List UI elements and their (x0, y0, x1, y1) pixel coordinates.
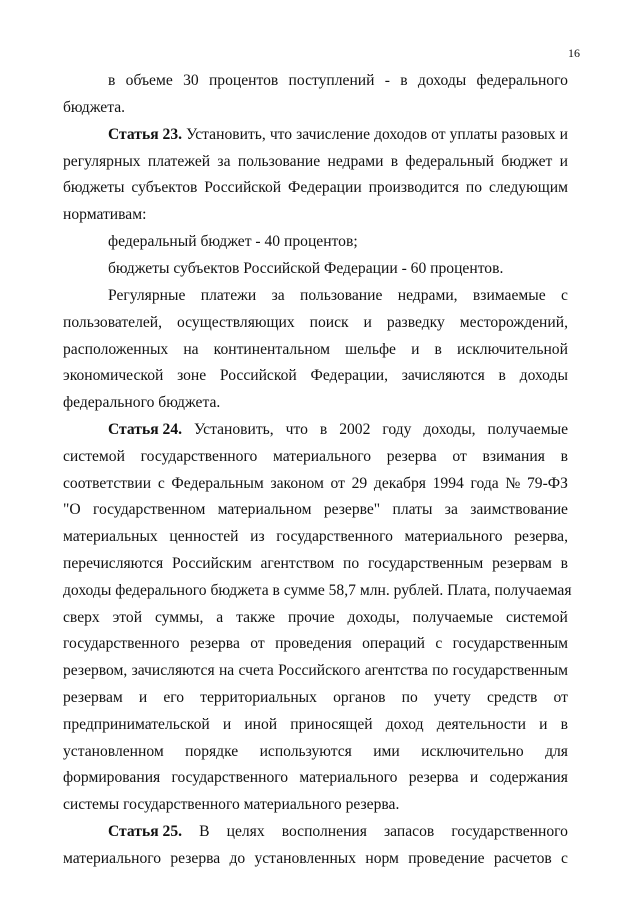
text-word: Статья 23. (108, 126, 183, 143)
text-line (63, 608, 568, 628)
text-word: осуществляющих (177, 314, 295, 331)
text-word: объеме (125, 72, 173, 89)
text-word: ими (373, 743, 400, 760)
text-word: федерального (476, 72, 568, 89)
text-word: проведения (275, 635, 352, 652)
text-word: и (363, 314, 372, 331)
text-word: соответствии (63, 475, 152, 492)
text-line (108, 232, 600, 252)
text-line (63, 366, 568, 386)
text-word: зачисляются (401, 367, 485, 384)
text-word: за (444, 501, 458, 518)
text-word: государственным (452, 662, 568, 679)
text-word: по (401, 689, 418, 706)
text-word: до (229, 850, 246, 867)
text-word: федеральный бюджет - 40 процентов; (108, 233, 358, 250)
text-word: за (217, 153, 231, 170)
text-word: законом (270, 475, 324, 492)
text-word: в (560, 448, 568, 465)
text-word: на (183, 341, 199, 358)
text-word: доход (385, 716, 424, 733)
text-word: с (435, 635, 443, 652)
text-word: и (559, 153, 568, 170)
text-word: территориальных (200, 689, 317, 706)
text-word: зачисляются (131, 662, 215, 679)
text-word: суммы, (154, 609, 204, 626)
text-word: целях (226, 823, 265, 840)
text-line (63, 313, 568, 333)
text-word: проведение (408, 850, 485, 867)
text-word: в (434, 341, 442, 358)
text-line (63, 152, 568, 172)
text-word: органов (333, 689, 386, 706)
text-word: с (561, 850, 568, 867)
text-word: заимствование (470, 501, 568, 518)
text-word: средств (486, 689, 538, 706)
text-word: 79-ФЗ (526, 475, 568, 492)
text-word: операций (362, 635, 425, 652)
text-line (108, 259, 600, 279)
text-word: нормативам: (63, 206, 147, 223)
text-word: пользование (300, 287, 383, 304)
text-word: № (505, 475, 521, 492)
text-line (63, 447, 568, 467)
text-word: месторождений, (459, 314, 568, 331)
text-word: от (431, 126, 446, 143)
text-word: Статья 25. (108, 823, 183, 840)
text-word: - (384, 72, 390, 89)
text-word: шельфе (345, 341, 396, 358)
text-word: 30 (183, 72, 199, 89)
text-line (63, 393, 600, 413)
text-line (63, 715, 568, 735)
text-word: агентства (364, 662, 428, 679)
text-word: государственного (63, 635, 180, 652)
text-line (63, 742, 568, 762)
text-line (63, 554, 568, 574)
text-line (63, 688, 568, 708)
text-line (63, 768, 568, 788)
text-word: Регулярные (108, 287, 186, 304)
text-word: в (108, 72, 116, 89)
text-word: платы (392, 501, 433, 518)
text-word: формирования (63, 769, 161, 786)
text-word: на (218, 662, 235, 679)
text-word: Российского (278, 662, 361, 679)
text-word: сверх (63, 609, 100, 626)
text-word: установленном (63, 743, 164, 760)
text-word: расположенных (63, 341, 169, 358)
text-word: федеральный (405, 153, 494, 170)
text-word: его (163, 689, 185, 706)
text-word: резервам (492, 555, 552, 572)
text-word: и (469, 769, 479, 786)
text-word: этой (112, 609, 143, 626)
text-word: системой (63, 448, 125, 465)
text-word: содержания (489, 769, 568, 786)
text-word: процентов (208, 72, 279, 89)
text-word: от (250, 635, 265, 652)
text-line (63, 527, 568, 547)
text-word: деятельности (436, 716, 526, 733)
text-word: разовых (501, 126, 556, 143)
text-word: государственного (140, 448, 258, 465)
text-word: агентством (260, 555, 335, 572)
text-line (63, 661, 568, 681)
text-word: недрами, (397, 287, 458, 304)
text-word: недрами (327, 153, 384, 170)
text-word: уплаты (449, 126, 498, 143)
text-word: федерального бюджета. (63, 394, 221, 411)
text-word: материальных (63, 528, 158, 545)
text-word: с (157, 475, 165, 492)
text-word: резерва (190, 635, 240, 652)
text-word: материального (299, 769, 398, 786)
text-word: Российской (204, 179, 282, 196)
text-word: государственным (367, 555, 484, 572)
text-word: материального (272, 448, 372, 465)
text-word: Установить, (186, 126, 266, 143)
text-word: континентальном (213, 341, 331, 358)
text-word: иной (244, 716, 278, 733)
text-word: и (138, 689, 148, 706)
text-line (63, 634, 568, 654)
text-word: в (390, 153, 399, 170)
text-word: резервам (63, 689, 123, 706)
text-word: поступлений (288, 72, 375, 89)
text-word: от (553, 689, 568, 706)
text-word: перечисляются (63, 555, 164, 572)
text-word: 29 (351, 475, 368, 492)
text-word: 1994 (432, 475, 464, 492)
text-word: бюджеты (63, 179, 125, 196)
text-word: для (545, 743, 568, 760)
text-word: по (343, 555, 360, 572)
text-line (63, 340, 568, 360)
text-word: Федерации, (310, 367, 389, 384)
text-word: прочие (287, 609, 335, 626)
text-line (63, 849, 568, 869)
text-word: доходы федерального бюджета в сумме 58,7 млн. рублей. Плата, получаемая (63, 582, 572, 599)
text-word: взимания (482, 448, 545, 465)
text-word: зачисление (296, 126, 371, 143)
text-word: исключительной (456, 341, 568, 358)
text-word: производится (368, 179, 460, 196)
text-word: "О (63, 501, 81, 518)
text-word: исключительно (421, 743, 524, 760)
text-word: также (236, 609, 276, 626)
text-word: и (411, 341, 420, 358)
text-word: из (250, 528, 265, 545)
text-word: платежи (200, 287, 257, 304)
text-line (63, 581, 600, 601)
text-word: регулярных (63, 153, 141, 170)
page-number: 16 (568, 46, 580, 60)
text-word: экономической (63, 367, 164, 384)
text-word: что (285, 421, 308, 438)
text-word: бюджет (501, 153, 553, 170)
text-word: приносящей (290, 716, 373, 733)
text-word: резерва, (514, 528, 568, 545)
text-word: получаемые (487, 421, 568, 438)
text-word: зоне (177, 367, 207, 384)
text-line (108, 286, 568, 306)
text-word: установленных (254, 850, 357, 867)
text-word: резерва (386, 448, 437, 465)
text-word: и (559, 126, 568, 143)
text-word: пользование (237, 153, 321, 170)
text-word: с (561, 287, 568, 304)
text-word: получаемые (412, 609, 494, 626)
text-word: а (216, 609, 224, 626)
text-word: субъектов (131, 179, 198, 196)
text-word: за (271, 287, 285, 304)
text-word: что (269, 126, 293, 143)
text-line (63, 205, 600, 225)
text-word: Российской (219, 367, 297, 384)
text-word: доходов (374, 126, 428, 143)
text-word: по (432, 662, 449, 679)
text-word: следующим (488, 179, 568, 196)
text-word: ценностей (169, 528, 239, 545)
text-word: доходы (417, 72, 467, 89)
text-word: платежей (147, 153, 211, 170)
text-word: материального (404, 528, 503, 545)
text-word: доходы (519, 367, 568, 384)
text-word: пользователей, (63, 314, 163, 331)
text-word: предпринимательской (63, 716, 210, 733)
text-word: доходы, (347, 609, 400, 626)
text-line (108, 420, 568, 440)
text-word: В (199, 823, 210, 840)
text-word: году (382, 421, 412, 438)
text-word: счета (238, 662, 274, 679)
text-word: года (470, 475, 499, 492)
text-word: в (560, 716, 568, 733)
text-word: декабря (373, 475, 426, 492)
text-word: и (539, 716, 548, 733)
text-word: в (498, 367, 506, 384)
text-word: бюджеты субъектов Российской Федерации - 60 процентов. (108, 260, 504, 277)
text-word: резерва (170, 850, 221, 867)
text-line (63, 795, 600, 815)
text-word: расчетов (493, 850, 552, 867)
text-word: взимаемые (472, 287, 546, 304)
text-word: и (222, 716, 232, 733)
text-word: Статья 24. (108, 421, 183, 438)
text-line (63, 178, 568, 198)
text-word: используются (259, 743, 352, 760)
text-word: Российским (171, 555, 252, 572)
text-line (63, 474, 568, 494)
text-word: Федеральным (171, 475, 264, 492)
text-word: системы государственного материального резерва. (63, 796, 400, 813)
text-word: восполнения (281, 823, 367, 840)
text-word: поиск (309, 314, 349, 331)
text-word: бюджета. (63, 99, 126, 116)
text-word: резерве" (323, 501, 381, 518)
text-word: в (319, 421, 328, 438)
text-word: доходы, (423, 421, 476, 438)
text-word: государственного (451, 823, 568, 840)
text-word: материального (63, 850, 162, 867)
text-word: по (465, 179, 483, 196)
text-line (63, 500, 568, 520)
text-word: Установить, (194, 421, 274, 438)
text-line (63, 98, 600, 118)
text-word: учету (433, 689, 471, 706)
text-word: норм (365, 850, 399, 867)
text-word: от (452, 448, 467, 465)
text-line (108, 822, 568, 842)
text-word: материальном (217, 501, 312, 518)
text-word: 2002 (339, 421, 371, 438)
text-word: Федерации (288, 179, 362, 196)
text-word: государственного (276, 528, 393, 545)
text-word: разведку (386, 314, 445, 331)
text-word: в (400, 72, 408, 89)
text-line (108, 125, 568, 145)
text-word: системой (505, 609, 568, 626)
text-word: запасов (384, 823, 435, 840)
text-word: в (560, 555, 568, 572)
text-word: резерва (408, 769, 459, 786)
text-word: государственном (92, 501, 206, 518)
text-word: от (330, 475, 345, 492)
text-word: государственного (171, 769, 289, 786)
text-word: резервом, (63, 662, 128, 679)
text-word: порядке (185, 743, 239, 760)
text-line (108, 71, 568, 91)
text-word: государственным (452, 635, 568, 652)
